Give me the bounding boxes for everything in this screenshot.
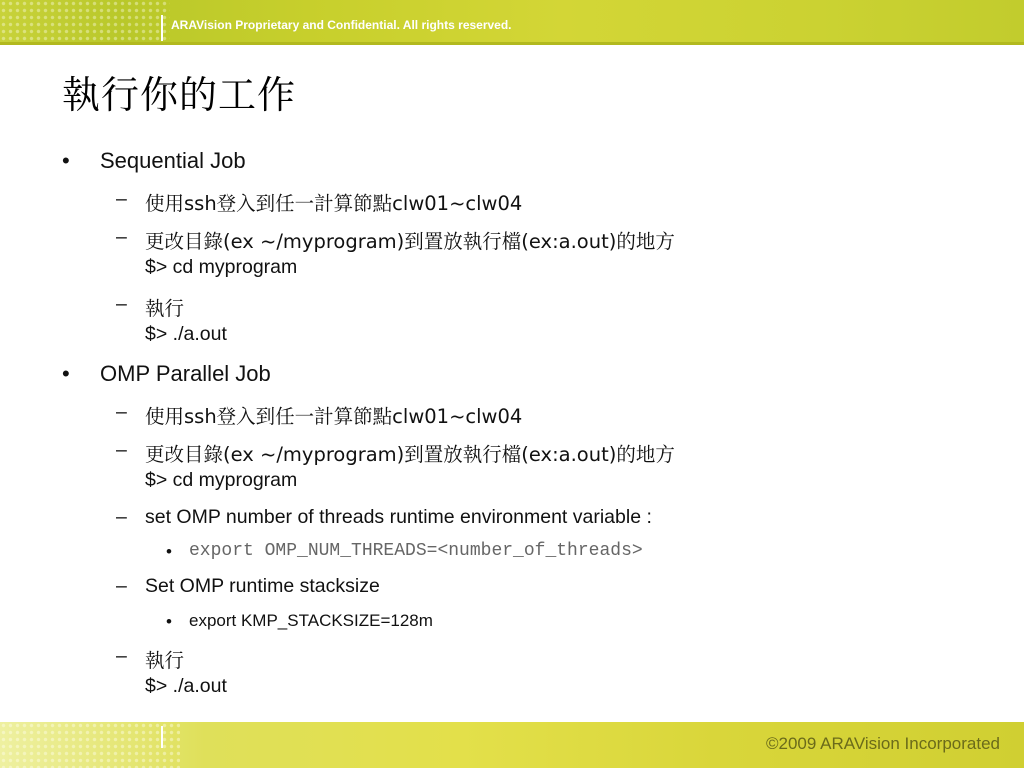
code-line: export OMP_NUM_THREADS=<number_of_threads> xyxy=(189,541,643,561)
bullet-dash: – xyxy=(116,506,127,528)
bullet-dash: – xyxy=(116,645,127,667)
confidential-notice: ARAVision Proprietary and Confidential. All rights reserved. xyxy=(171,18,512,32)
bullet-dash: – xyxy=(116,226,127,248)
list-item: 更改目錄(ex ~/myprogram)到置放執行檔(ex:a.out)的地方 xyxy=(145,443,675,466)
command-line: $> ./a.out xyxy=(145,675,227,697)
list-item: 使用ssh登入到任一計算節點clw01~clw04 xyxy=(145,405,523,428)
bullet-dot: • xyxy=(166,612,172,631)
command-line: $> cd myprogram xyxy=(145,469,298,491)
bullet-dash: – xyxy=(116,439,127,461)
footer-dot-pattern xyxy=(0,722,180,768)
copyright-notice: ©2009 ARAVision Incorporated xyxy=(766,734,1000,753)
command-line: $> ./a.out xyxy=(145,323,227,345)
list-item: Set OMP runtime stacksize xyxy=(145,575,380,597)
list-item: 更改目錄(ex ~/myprogram)到置放執行檔(ex:a.out)的地方 xyxy=(145,230,675,253)
section-heading-sequential: Sequential Job xyxy=(100,148,246,173)
bullet-dash: – xyxy=(116,575,127,597)
list-item: 執行 xyxy=(145,649,185,672)
bullet-dot: • xyxy=(62,361,70,386)
code-line: export KMP_STACKSIZE=128m xyxy=(189,611,433,630)
bullet-dot: • xyxy=(166,542,172,561)
footer-separator xyxy=(161,726,163,748)
list-item: 執行 xyxy=(145,297,185,320)
bullet-dash: – xyxy=(116,293,127,315)
slide-title: 執行你的工作 xyxy=(62,73,297,117)
footer-band xyxy=(0,722,1024,768)
bullet-dash: – xyxy=(116,188,127,210)
list-item: set OMP number of threads runtime environment variable : xyxy=(145,506,652,528)
command-line: $> cd myprogram xyxy=(145,256,298,278)
section-heading-omp: OMP Parallel Job xyxy=(100,361,271,386)
list-item: 使用ssh登入到任一計算節點clw01~clw04 xyxy=(145,192,523,215)
bullet-dash: – xyxy=(116,401,127,423)
bullet-dot: • xyxy=(62,148,70,173)
